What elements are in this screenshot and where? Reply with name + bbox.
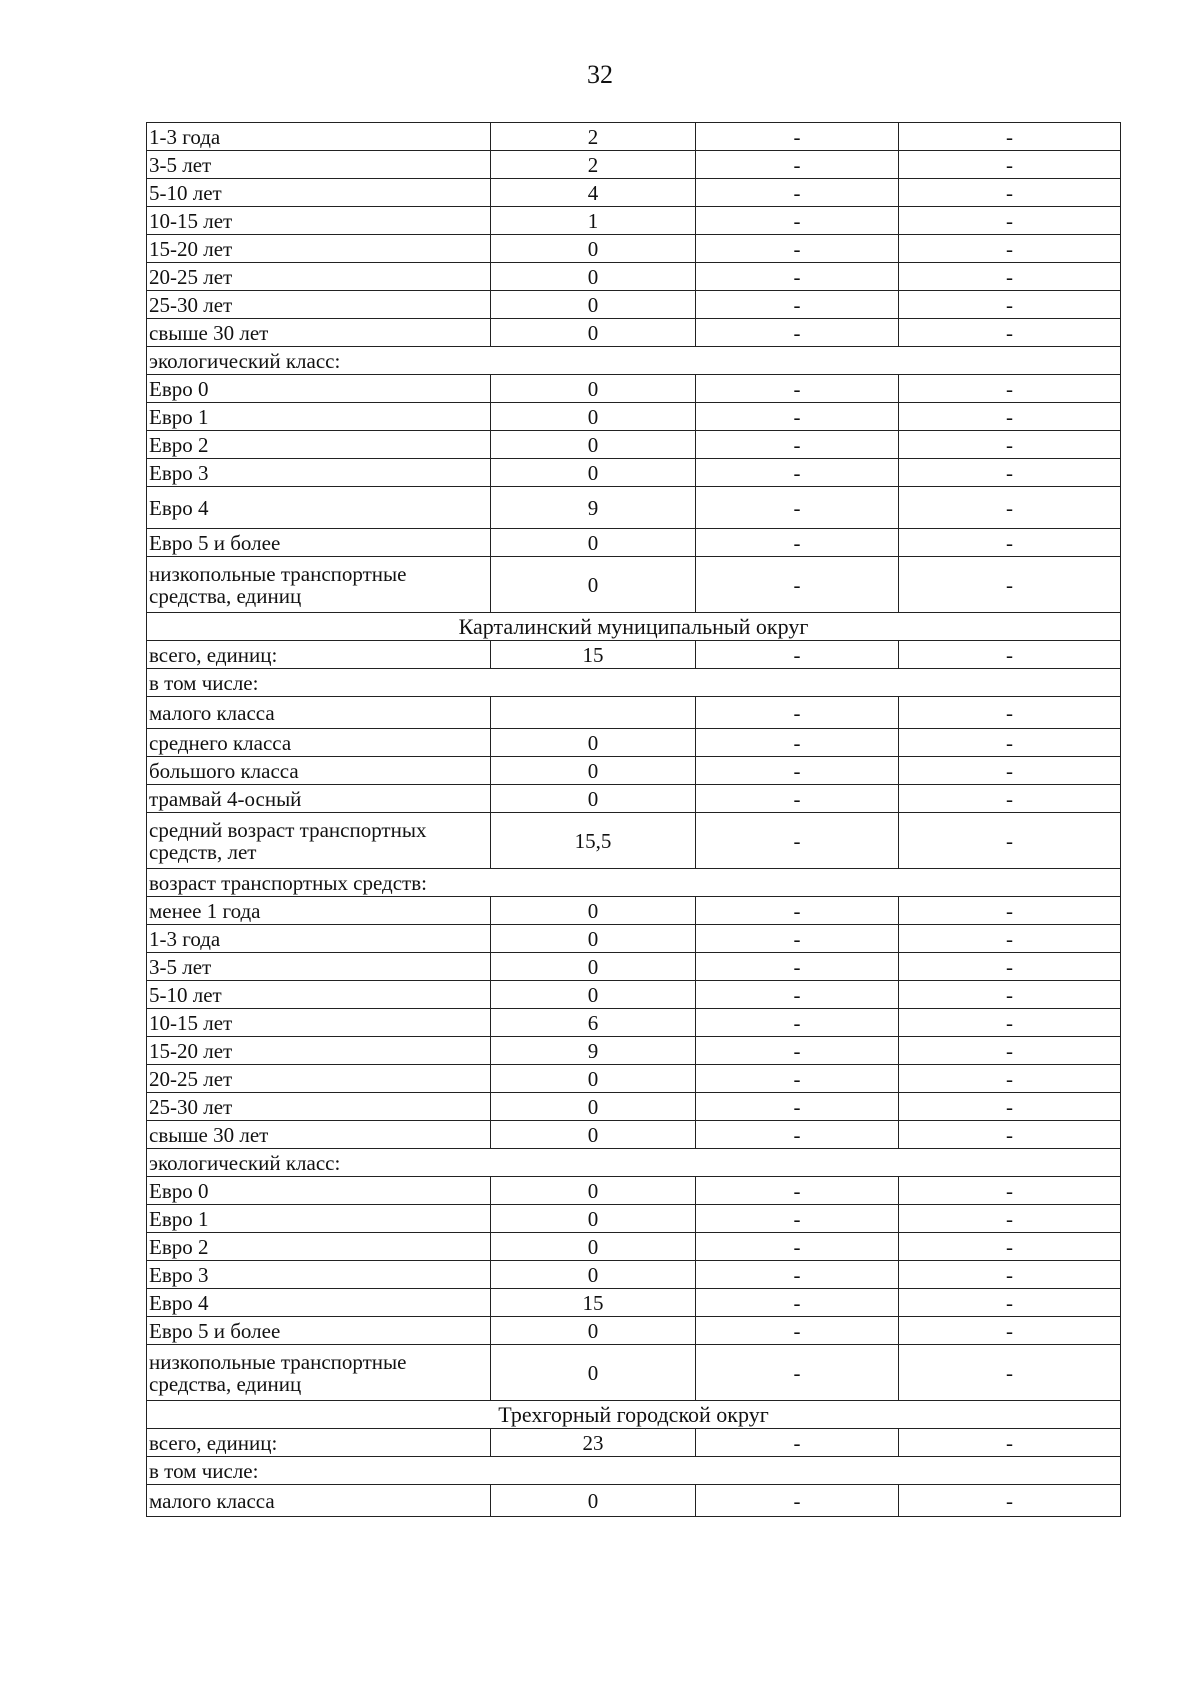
- table-body: [147, 123, 1121, 1517]
- dash-cell: -: [899, 1121, 1121, 1149]
- statistics-table: [146, 122, 1121, 1517]
- row-label-cell: менее 1 года: [147, 897, 491, 925]
- dash-cell: -: [899, 757, 1121, 785]
- dash-cell: -: [899, 557, 1121, 613]
- table-row: [147, 235, 1121, 263]
- dash-cell: -: [696, 729, 899, 757]
- row-label-cell: 10-15 лет: [147, 207, 491, 235]
- value-cell: 0: [491, 981, 696, 1009]
- dash-cell: -: [696, 953, 899, 981]
- row-label-cell: малого класса: [147, 697, 491, 729]
- row-label-cell: свыше 30 лет: [147, 1121, 491, 1149]
- table-row: [147, 263, 1121, 291]
- dash-cell: -: [696, 897, 899, 925]
- table-row: [147, 757, 1121, 785]
- value-cell: 0: [491, 235, 696, 263]
- table-row: [147, 529, 1121, 557]
- row-label-cell: трамвай 4-осный: [147, 785, 491, 813]
- dash-cell: -: [696, 1289, 899, 1317]
- dash-cell: -: [696, 757, 899, 785]
- row-label-cell: 20-25 лет: [147, 263, 491, 291]
- dash-cell: -: [696, 487, 899, 529]
- table-row: [147, 291, 1121, 319]
- table-row: [147, 1317, 1121, 1345]
- table-row: [147, 953, 1121, 981]
- table-row: [147, 1429, 1121, 1457]
- dash-cell: -: [899, 319, 1121, 347]
- district-header-row: [147, 1401, 1121, 1429]
- dash-cell: -: [899, 1345, 1121, 1401]
- row-label-cell: Евро 5 и более: [147, 1317, 491, 1345]
- dash-cell: -: [696, 1261, 899, 1289]
- value-cell: 0: [491, 897, 696, 925]
- value-cell: 0: [491, 431, 696, 459]
- row-label-cell: 15-20 лет: [147, 235, 491, 263]
- row-label-cell: 5-10 лет: [147, 981, 491, 1009]
- dash-cell: -: [899, 207, 1121, 235]
- dash-cell: -: [899, 785, 1121, 813]
- table-row: [147, 1009, 1121, 1037]
- dash-cell: -: [899, 179, 1121, 207]
- dash-cell: -: [696, 179, 899, 207]
- subheading-cell: в том числе:: [147, 1457, 1121, 1485]
- row-label-cell: среднего класса: [147, 729, 491, 757]
- table-row: [147, 897, 1121, 925]
- row-label-cell: Евро 2: [147, 431, 491, 459]
- dash-cell: -: [899, 729, 1121, 757]
- row-label-cell: Евро 1: [147, 1205, 491, 1233]
- value-cell: 0: [491, 1065, 696, 1093]
- row-label-cell: 20-25 лет: [147, 1065, 491, 1093]
- row-label-cell: большого класса: [147, 757, 491, 785]
- subheading-cell: в том числе:: [147, 669, 1121, 697]
- row-label-cell: Евро 0: [147, 375, 491, 403]
- dash-cell: -: [696, 529, 899, 557]
- dash-cell: -: [899, 403, 1121, 431]
- value-cell: 0: [491, 1317, 696, 1345]
- row-label-cell: всего, единиц:: [147, 641, 491, 669]
- value-cell: 0: [491, 459, 696, 487]
- value-cell: 0: [491, 557, 696, 613]
- dash-cell: -: [696, 235, 899, 263]
- subheading-row: [147, 669, 1121, 697]
- table-row: [147, 1205, 1121, 1233]
- table-row: [147, 1233, 1121, 1261]
- table-row: [147, 697, 1121, 729]
- dash-cell: -: [899, 1233, 1121, 1261]
- dash-cell: -: [696, 123, 899, 151]
- table-row: [147, 319, 1121, 347]
- dash-cell: -: [696, 207, 899, 235]
- value-cell: 0: [491, 1345, 696, 1401]
- row-label-cell: 15-20 лет: [147, 1037, 491, 1065]
- dash-cell: -: [696, 785, 899, 813]
- row-label-cell: низкопольные транспортные средства, единиц: [147, 557, 491, 613]
- dash-cell: -: [696, 291, 899, 319]
- dash-cell: -: [696, 1093, 899, 1121]
- dash-cell: -: [899, 151, 1121, 179]
- dash-cell: -: [899, 487, 1121, 529]
- value-cell: 0: [491, 1261, 696, 1289]
- dash-cell: -: [696, 925, 899, 953]
- dash-cell: -: [899, 1205, 1121, 1233]
- table-row: [147, 1037, 1121, 1065]
- dash-cell: -: [696, 1037, 899, 1065]
- dash-cell: -: [696, 1177, 899, 1205]
- value-cell: 0: [491, 1093, 696, 1121]
- row-label-cell: Евро 4: [147, 487, 491, 529]
- row-label-cell: 1-3 года: [147, 123, 491, 151]
- row-label-cell: низкопольные транспортные средства, единиц: [147, 1345, 491, 1401]
- value-cell: 0: [491, 1233, 696, 1261]
- value-cell: 15,5: [491, 813, 696, 869]
- subheading-row: [147, 347, 1121, 375]
- dash-cell: -: [899, 1429, 1121, 1457]
- dash-cell: -: [899, 1177, 1121, 1205]
- value-cell: 9: [491, 487, 696, 529]
- value-cell: [491, 697, 696, 729]
- value-cell: 0: [491, 1205, 696, 1233]
- dash-cell: -: [899, 1065, 1121, 1093]
- dash-cell: -: [899, 813, 1121, 869]
- value-cell: 1: [491, 207, 696, 235]
- dash-cell: -: [696, 1205, 899, 1233]
- row-label-cell: свыше 30 лет: [147, 319, 491, 347]
- value-cell: 0: [491, 1485, 696, 1517]
- subheading-row: [147, 1149, 1121, 1177]
- table-row: [147, 729, 1121, 757]
- dash-cell: -: [696, 1429, 899, 1457]
- table-row: [147, 925, 1121, 953]
- value-cell: 0: [491, 1177, 696, 1205]
- dash-cell: -: [899, 1261, 1121, 1289]
- table-row: [147, 123, 1121, 151]
- dash-cell: -: [696, 1233, 899, 1261]
- dash-cell: -: [696, 1065, 899, 1093]
- subheading-cell: экологический класс:: [147, 1149, 1121, 1177]
- table-row: [147, 375, 1121, 403]
- row-label-cell: 3-5 лет: [147, 151, 491, 179]
- value-cell: 6: [491, 1009, 696, 1037]
- dash-cell: -: [899, 1485, 1121, 1517]
- value-cell: 15: [491, 641, 696, 669]
- dash-cell: -: [899, 375, 1121, 403]
- dash-cell: -: [696, 319, 899, 347]
- value-cell: 0: [491, 319, 696, 347]
- value-cell: 2: [491, 123, 696, 151]
- value-cell: 2: [491, 151, 696, 179]
- table-row: [147, 1177, 1121, 1205]
- table-row: [147, 487, 1121, 529]
- dash-cell: -: [899, 459, 1121, 487]
- table-row: [147, 813, 1121, 869]
- table-row: [147, 151, 1121, 179]
- row-label-cell: 3-5 лет: [147, 953, 491, 981]
- dash-cell: -: [696, 1317, 899, 1345]
- dash-cell: -: [899, 529, 1121, 557]
- value-cell: 0: [491, 291, 696, 319]
- dash-cell: -: [899, 641, 1121, 669]
- row-label-cell: Евро 5 и более: [147, 529, 491, 557]
- dash-cell: -: [696, 375, 899, 403]
- dash-cell: -: [899, 697, 1121, 729]
- dash-cell: -: [899, 897, 1121, 925]
- row-label-cell: 25-30 лет: [147, 291, 491, 319]
- table-row: [147, 1345, 1121, 1401]
- value-cell: 0: [491, 375, 696, 403]
- page-number: 32: [587, 60, 613, 89]
- value-cell: 23: [491, 1429, 696, 1457]
- table-row: [147, 179, 1121, 207]
- dash-cell: -: [696, 1121, 899, 1149]
- table-row: [147, 1121, 1121, 1149]
- value-cell: 0: [491, 1121, 696, 1149]
- table-row: [147, 557, 1121, 613]
- row-label-cell: Евро 4: [147, 1289, 491, 1317]
- row-label-cell: 5-10 лет: [147, 179, 491, 207]
- dash-cell: -: [899, 431, 1121, 459]
- table-row: [147, 1261, 1121, 1289]
- row-label-cell: Евро 3: [147, 1261, 491, 1289]
- subheading-cell: возраст транспортных средств:: [147, 869, 1121, 897]
- subheading-row: [147, 869, 1121, 897]
- table-row: [147, 981, 1121, 1009]
- dash-cell: -: [899, 235, 1121, 263]
- dash-cell: -: [696, 403, 899, 431]
- table-row: [147, 641, 1121, 669]
- dash-cell: -: [696, 813, 899, 869]
- table-row: [147, 785, 1121, 813]
- dash-cell: -: [696, 1009, 899, 1037]
- value-cell: 0: [491, 529, 696, 557]
- dash-cell: -: [899, 1093, 1121, 1121]
- value-cell: 4: [491, 179, 696, 207]
- dash-cell: -: [696, 431, 899, 459]
- row-label-cell: 25-30 лет: [147, 1093, 491, 1121]
- value-cell: 0: [491, 757, 696, 785]
- table-row: [147, 1485, 1121, 1517]
- table-row: [147, 459, 1121, 487]
- table-row: [147, 1093, 1121, 1121]
- row-label-cell: малого класса: [147, 1485, 491, 1517]
- table-row: [147, 1289, 1121, 1317]
- row-label-cell: Евро 2: [147, 1233, 491, 1261]
- value-cell: 0: [491, 263, 696, 291]
- district-header-row: [147, 613, 1121, 641]
- value-cell: 9: [491, 1037, 696, 1065]
- dash-cell: -: [696, 981, 899, 1009]
- dash-cell: -: [899, 1009, 1121, 1037]
- row-label-cell: Евро 0: [147, 1177, 491, 1205]
- dash-cell: -: [899, 123, 1121, 151]
- dash-cell: -: [696, 1345, 899, 1401]
- dash-cell: -: [696, 557, 899, 613]
- subheading-cell: экологический класс:: [147, 347, 1121, 375]
- value-cell: 0: [491, 785, 696, 813]
- table-row: [147, 207, 1121, 235]
- dash-cell: -: [899, 1037, 1121, 1065]
- value-cell: 0: [491, 729, 696, 757]
- district-header-cell: Карталинский муниципальный округ: [147, 613, 1121, 641]
- row-label-cell: 1-3 года: [147, 925, 491, 953]
- value-cell: 0: [491, 403, 696, 431]
- row-label-cell: 10-15 лет: [147, 1009, 491, 1037]
- dash-cell: -: [696, 1485, 899, 1517]
- dash-cell: -: [696, 697, 899, 729]
- dash-cell: -: [899, 953, 1121, 981]
- table-row: [147, 403, 1121, 431]
- dash-cell: -: [899, 981, 1121, 1009]
- row-label-cell: Евро 1: [147, 403, 491, 431]
- dash-cell: -: [696, 151, 899, 179]
- row-label-cell: средний возраст транспортных средств, лет: [147, 813, 491, 869]
- dash-cell: -: [899, 925, 1121, 953]
- dash-cell: -: [899, 291, 1121, 319]
- dash-cell: -: [899, 1317, 1121, 1345]
- subheading-row: [147, 1457, 1121, 1485]
- district-header-cell: Трехгорный городской округ: [147, 1401, 1121, 1429]
- dash-cell: -: [899, 263, 1121, 291]
- table-row: [147, 1065, 1121, 1093]
- value-cell: 15: [491, 1289, 696, 1317]
- value-cell: 0: [491, 925, 696, 953]
- row-label-cell: всего, единиц:: [147, 1429, 491, 1457]
- row-label-cell: Евро 3: [147, 459, 491, 487]
- table-row: [147, 431, 1121, 459]
- dash-cell: -: [696, 459, 899, 487]
- dash-cell: -: [696, 641, 899, 669]
- dash-cell: -: [696, 263, 899, 291]
- dash-cell: -: [899, 1289, 1121, 1317]
- value-cell: 0: [491, 953, 696, 981]
